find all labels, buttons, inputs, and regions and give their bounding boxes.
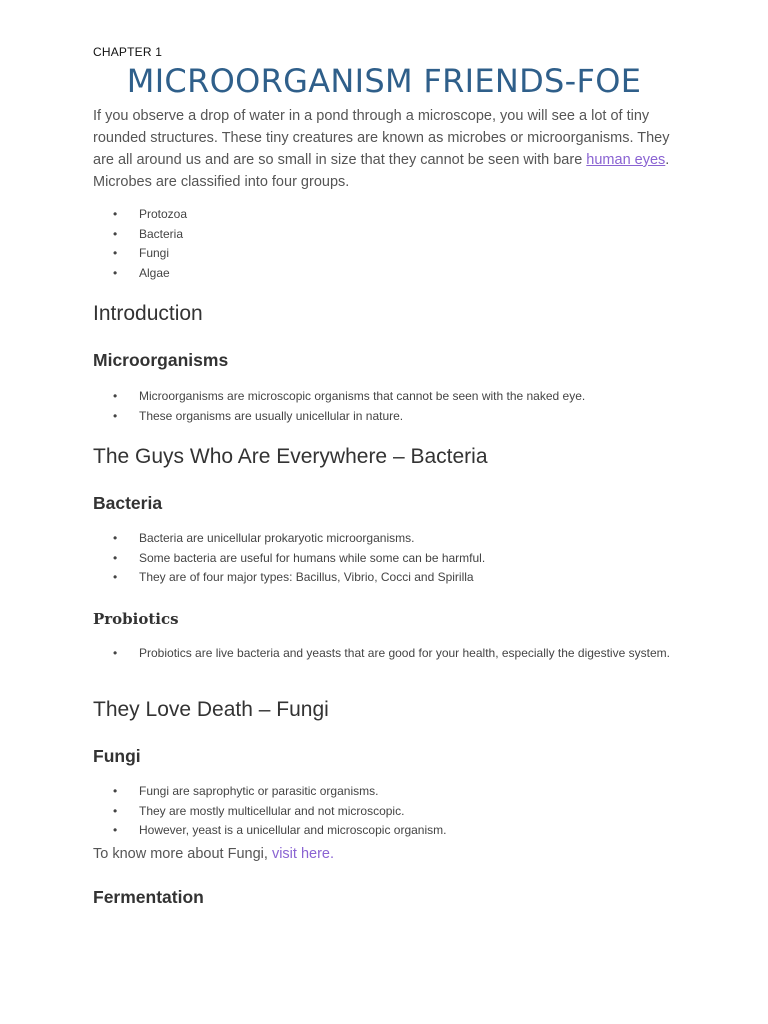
list-item: • Fungi xyxy=(93,244,673,264)
human-eyes-link[interactable]: human eyes xyxy=(586,152,666,168)
fungi-list xyxy=(93,782,673,841)
fungi-more-text: To know more about Fungi, xyxy=(93,846,272,862)
list-item: • These organisms are usually unicellular in nature. xyxy=(93,407,673,427)
visit-here-link[interactable]: visit here. xyxy=(271,846,334,862)
microbe-groups-list xyxy=(93,205,673,283)
list-item: • Microorganisms are microscopic organisms that cannot be seen with the naked eye. xyxy=(93,387,673,407)
intro-paragraph xyxy=(93,105,678,193)
list-item: • However, yeast is a unicellular and microscopic organism. xyxy=(93,821,673,841)
list-item: • Algae xyxy=(93,264,673,284)
microorganisms-heading: Microorganisms xyxy=(93,350,229,370)
list-item: • They are of four major types: Bacillus, Vibrio, Cocci and Spirilla xyxy=(93,568,673,588)
bacteria-section-heading: The Guys Who Are Everywhere – Bacteria xyxy=(93,445,488,468)
intro-text-before: If you observe a drop of water in a pond through a microscope, you will see a lot of tiny rounded structures. These tiny creatures are known as microbes or microorganisms. They are all around us and are so small in size that they cannot be seen with bare xyxy=(93,108,670,168)
fungi-heading: Fungi xyxy=(93,746,141,766)
probiotics-heading: Probiotics xyxy=(93,610,179,628)
list-item: • Bacteria are unicellular prokaryotic microorganisms. xyxy=(93,529,673,549)
list-item: • Fungi are saprophytic or parasitic organisms. xyxy=(93,782,673,802)
list-item: • Bacteria xyxy=(93,225,673,245)
list-item: • They are mostly multicellular and not microscopic. xyxy=(93,802,673,822)
list-item: • Some bacteria are useful for humans while some can be harmful. xyxy=(93,549,673,569)
bacteria-heading: Bacteria xyxy=(93,493,163,513)
list-item: • Probiotics are live bacteria and yeasts that are good for your health, especially the digestive system. xyxy=(93,646,673,661)
chapter-label: CHAPTER 1 xyxy=(93,45,163,59)
fermentation-heading: Fermentation xyxy=(93,887,204,907)
bacteria-list xyxy=(93,529,673,588)
microorganisms-list xyxy=(93,387,673,426)
probiotics-list xyxy=(93,646,673,661)
intro-text-after: . Microbes are classified into four groups. xyxy=(93,152,670,190)
fungi-more-line xyxy=(93,846,334,862)
page-title: MICROORGANISM FRIENDS-FOE xyxy=(126,62,642,100)
fungi-section-heading: They Love Death – Fungi xyxy=(93,698,329,721)
introduction-heading: Introduction xyxy=(93,302,203,325)
list-item: • Protozoa xyxy=(93,205,673,225)
